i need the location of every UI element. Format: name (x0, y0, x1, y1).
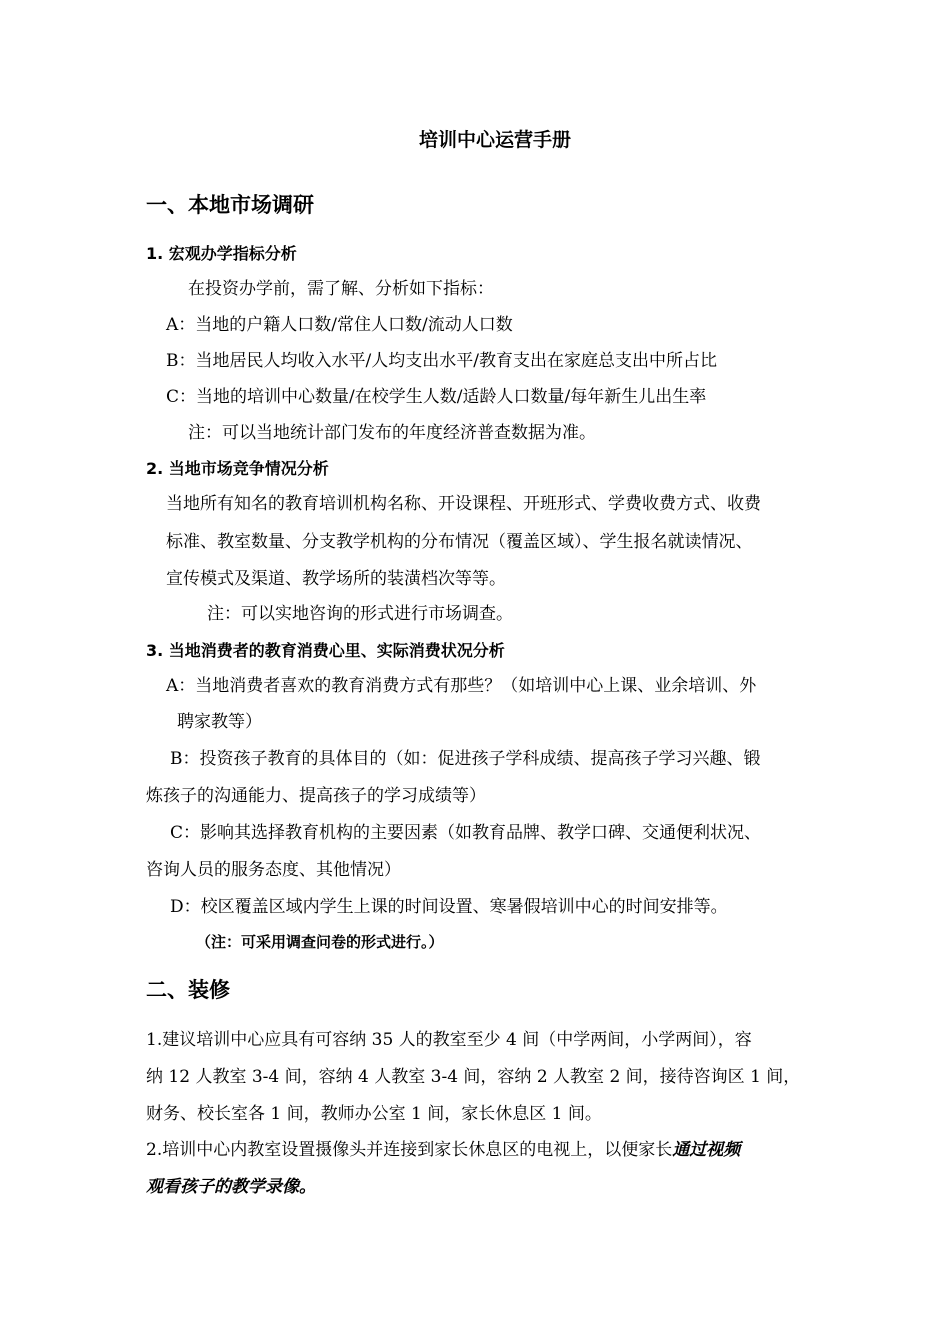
paragraph-line: C：当地的培训中心数量/在校学生人数/适龄人口数量/每年新生儿出生率 (166, 387, 707, 407)
emphasized-text: 通过视频 (672, 1140, 741, 1160)
paragraph-line: D：校区覆盖区域内学生上课的时间设置、寒暑假培训中心的时间安排等。 (170, 897, 728, 917)
paragraph-line: C：影响其选择教育机构的主要因素（如教育品牌、教学口碑、交通便利状况、 (170, 823, 762, 843)
subsection-heading-competition: 2. 当地市场竞争情况分析 (146, 459, 329, 478)
paragraph-line: A：当地消费者喜欢的教育消费方式有那些？（如培训中心上课、业余培训、外 (166, 676, 757, 696)
paragraph-line: 在投资办学前，需了解、分析如下指标： (188, 279, 494, 299)
paragraph-line: 炼孩子的沟通能力、提高孩子的学习成绩等） (146, 786, 486, 806)
paragraph-line: 聘家教等） (177, 712, 262, 732)
note-line: 注：可以实地咨询的形式进行市场调查。 (207, 604, 513, 624)
section-heading-decoration: 二、装修 (146, 978, 230, 1002)
paragraph-line: 1.建议培训中心应具有可容纳 35 人的教室至少 4 间（中学两间，小学两间），容 (146, 1030, 752, 1050)
paragraph-line (146, 1142, 740, 1159)
emphasized-text: 观看孩子的教学录像。 (146, 1177, 316, 1197)
paragraph-line: 宣传模式及渠道、教学场所的装潢档次等等。 (166, 569, 506, 589)
paragraph-line: 咨询人员的服务态度、其他情况） (146, 860, 401, 880)
paragraph-line: 当地所有知名的教育培训机构名称、开设课程、开班形式、学费收费方式、收费 (166, 494, 761, 514)
paragraph-line: B：投资孩子教育的具体目的（如：促进孩子学科成绩、提高孩子学习兴趣、锻 (170, 749, 761, 769)
subsection-heading-macro-indicators: 1. 宏观办学指标分析 (146, 244, 297, 263)
document-title: 培训中心运营手册 (418, 129, 571, 151)
paragraph-line: A：当地的户籍人口数/常住人口数/流动人口数 (166, 315, 513, 335)
note-line: 注：可以当地统计部门发布的年度经济普查数据为准。 (188, 423, 596, 443)
survey-note: （注：可采用调查问卷的形式进行。） (196, 933, 444, 951)
paragraph-line: 标准、教室数量、分支教学机构的分布情况（覆盖区域）、学生报名就读情况、 (166, 532, 753, 552)
section-heading-market-research: 一、本地市场调研 (146, 193, 314, 217)
paragraph-text: 2.培训中心内教室设置摄像头并连接到家长休息区的电视上，以便家长 (146, 1140, 673, 1160)
paragraph-line: B：当地居民人均收入水平/人均支出水平/教育支出在家庭总支出中所占比 (166, 351, 717, 371)
paragraph-line: 财务、校长室各 1 间，教师办公室 1 间，家长休息区 1 间。 (146, 1104, 602, 1124)
subsection-heading-consumer-analysis: 3. 当地消费者的教育消费心里、实际消费状况分析 (146, 641, 505, 660)
paragraph-line: 纳 12 人教室 3-4 间，容纳 4 人教室 3-4 间，容纳 2 人教室 2 间，接待咨询区 1 间， (146, 1067, 801, 1087)
